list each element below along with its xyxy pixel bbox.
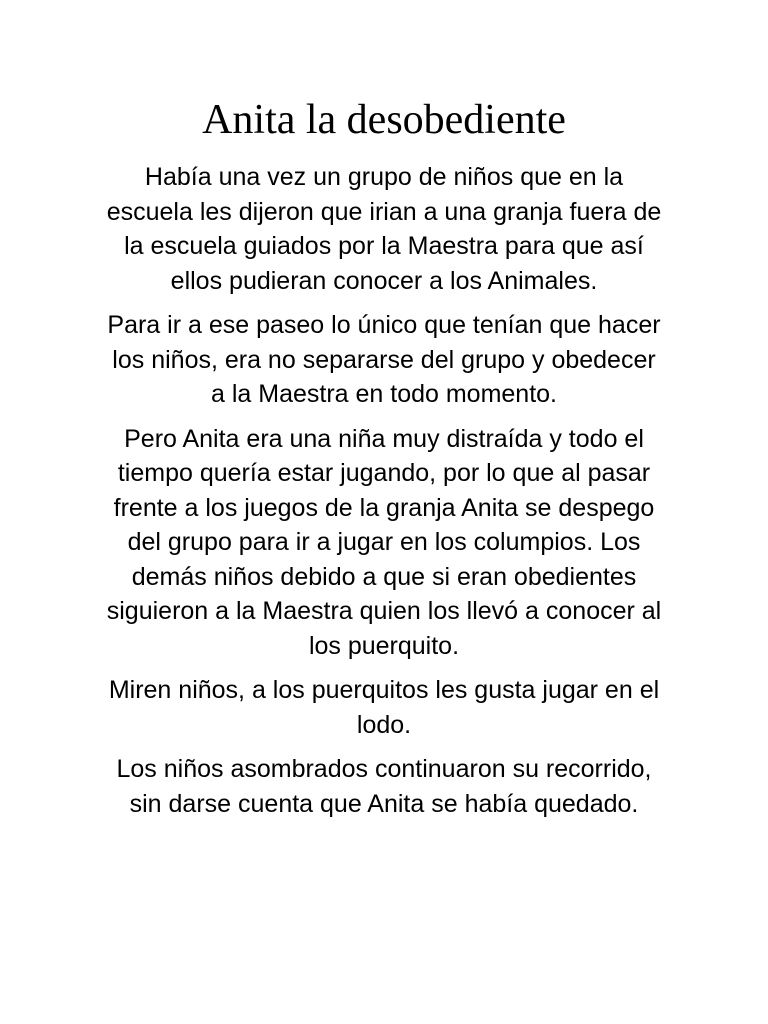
paragraph-4: Miren niños, a los puerquitos les gusta jugar en el lodo. (108, 676, 660, 739)
document-body (104, 160, 664, 831)
document-title: Anita la desobediente (202, 97, 566, 143)
paragraph-1: Había una vez un grupo de niños que en la escuela les dijeron que irian a una granja fuera de la escuela guiados por la Maestra para que así ellos pudieran conocer a los Animales. (106, 163, 662, 295)
paragraph-5: Los niños asombrados continuaron su recorrido, sin darse cuenta que Anita se había quedado. (116, 755, 652, 818)
paragraph-3: Pero Anita era una niña muy distraída y todo el tiempo quería estar jugando, por lo que al pasar frente a los juegos de la granja Anita se despego del grupo para ir a jugar en los columpios. Los demás niños debido a que si eran obedientes siguieron a la Maestra quien los llevó a conocer al los puerquito. (106, 424, 662, 660)
paragraph-2: Para ir a ese paseo lo único que tenían que hacer los niños, era no separarse del grupo y obedecer a la Maestra en todo momento. (107, 311, 661, 408)
